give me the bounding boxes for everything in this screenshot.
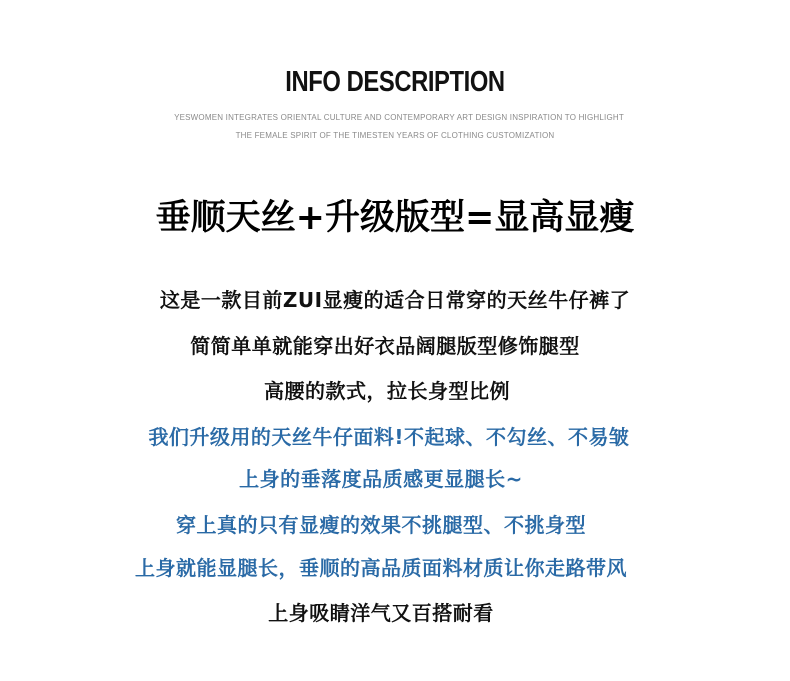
- product-headline: 垂顺天丝+升级版型=显高显瘦: [155, 198, 635, 238]
- description-line-highlight: 我们升级用的天丝牛仔面料!不起球、不勾丝、不易皱: [148, 425, 630, 449]
- description-line-highlight: 上身的垂落度品质感更显腿长~: [239, 467, 523, 491]
- brand-subtitle-line-1: YESWOMEN INTEGRATES ORIENTAL CULTURE AND CONTEMPORARY ART DESIGN INSPIRATION TO HIGHLIGHT: [174, 113, 624, 122]
- info-description-title: INFO DESCRIPTION: [285, 66, 505, 98]
- description-line: 这是一款目前ZUI显瘦的适合日常穿的天丝牛仔裤了: [159, 288, 631, 312]
- brand-subtitle-line-2: THE FEMALE SPIRIT OF THE TIMESTEN YEARS OF CLOTHING CUSTOMIZATION: [235, 131, 555, 140]
- description-line-highlight: 穿上真的只有显瘦的效果不挑腿型、不挑身型: [176, 513, 586, 537]
- description-line: 简简单单就能穿出好衣品阔腿版型修饰腿型: [190, 334, 580, 358]
- description-line-highlight: 上身就能显腿长，垂顺的高品质面料材质让你走路带风: [135, 556, 627, 580]
- description-line: 上身吸睛洋气又百搭耐看: [268, 601, 494, 625]
- description-line: 高腰的款式，拉长身型比例: [264, 379, 510, 403]
